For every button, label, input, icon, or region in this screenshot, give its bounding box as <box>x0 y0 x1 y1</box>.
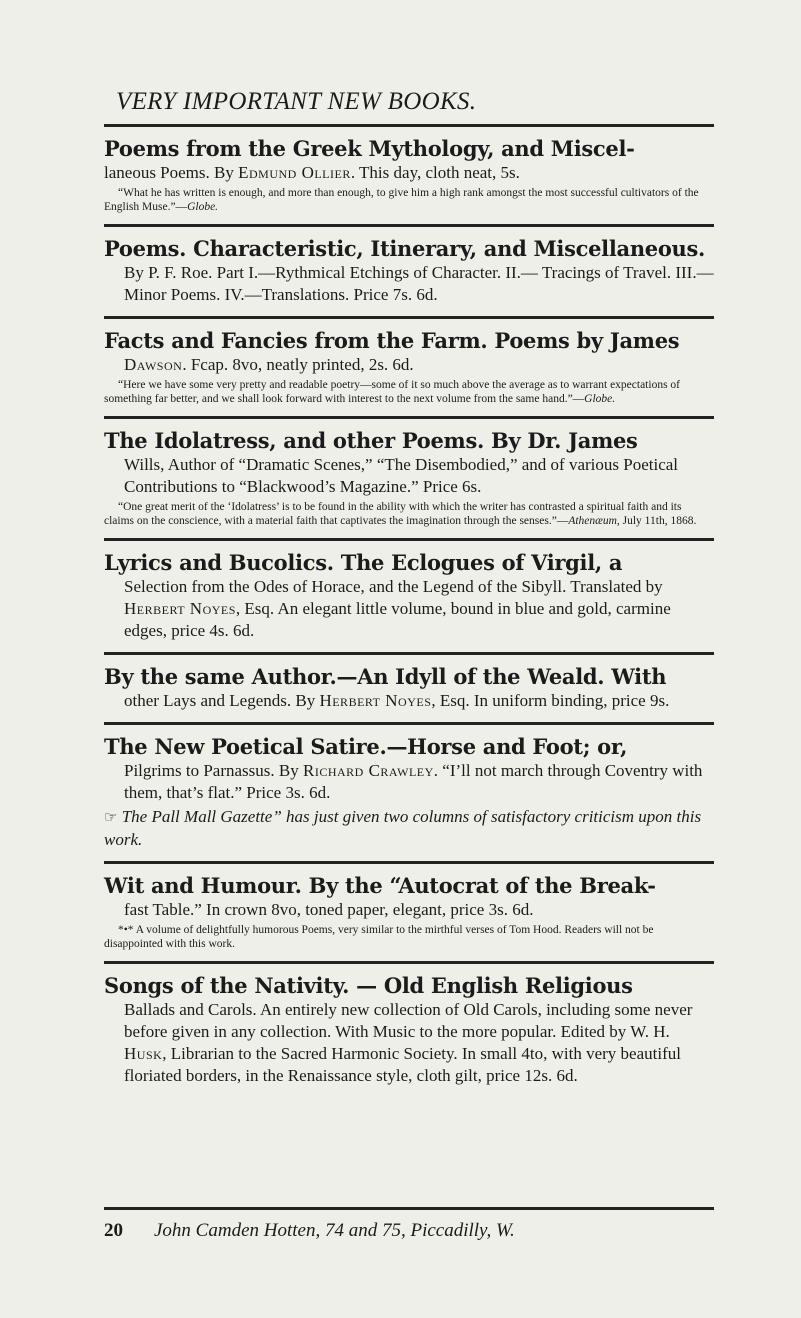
entry-body: other Lays and Legends. By Herbert Noyes, Esq. In uniform binding, price 9s. <box>124 691 670 710</box>
book-entry <box>104 416 714 538</box>
entry-title: The New Poetical Satire.—Horse and Foot; or, <box>104 734 628 759</box>
entry-title: Poems from the Greek Mythology, and Miscel- <box>104 136 635 161</box>
review-quote: *•* A volume of delightfully humorous Poems, very similar to the mirthful verses of Tom Hood. Readers will not be disappointed with this work. <box>104 924 654 950</box>
entry-title: The Idolatress, and other Poems. By Dr. James <box>104 428 638 453</box>
entry-title: Poems. Characteristic, Itinerary, and Miscellaneous. <box>104 236 706 261</box>
entry-title: Lyrics and Bucolics. The Eclogues of Virgil, a <box>104 550 623 575</box>
author-name: Herbert Noyes <box>124 599 236 618</box>
pointing-hand-icon: ☞ <box>104 810 118 826</box>
press-note: ☞ The Pall Mall Gazette” has just given two columns of satisfactory criticism upon this work. <box>104 807 702 849</box>
entry-body: fast Table.” In crown 8vo, toned paper, elegant, price 3s. 6d. <box>124 900 534 919</box>
book-entry <box>104 722 714 861</box>
author-name: Edmund Ollier <box>238 163 351 182</box>
author-name: Herbert Noyes <box>319 691 432 710</box>
book-entry <box>104 538 714 652</box>
entry-title: Facts and Fancies from the Farm. Poems by James <box>104 328 680 353</box>
entry-title: By the same Author.—An Idyll of the Weald. With <box>104 664 667 689</box>
catalogue-page <box>104 88 714 1097</box>
review-quote: “One great merit of the ‘Idolatress’ is to be found in the ability with which the writer has contrasted a spiritual faith and its claims on the conscience, with a material faith that captivates the imagination through the senses.”—Athenæum, July 11th, 1868. <box>104 501 697 527</box>
book-entry <box>104 224 714 316</box>
page-footer <box>104 1207 714 1242</box>
page-number: 20 <box>104 1220 123 1241</box>
entry-body: laneous Poems. By Edmund Ollier. This day, cloth neat, 5s. <box>104 163 520 182</box>
book-entry <box>104 652 714 722</box>
author-name: Husk <box>124 1044 163 1063</box>
book-entry <box>104 961 714 1097</box>
entry-title: Songs of the Nativity. — Old English Religious <box>104 973 633 998</box>
author-name: Richard Crawley <box>303 761 434 780</box>
review-quote: “Here we have some very pretty and readable poetry—some of it so much above the average as to warrant expectations of something far better, and we shall look forward with interest to the next volume from the same hand.”—Globe. <box>104 379 680 405</box>
entry-body: By P. F. Roe. Part I.—Rythmical Etchings of Character. II.— Tracings of Travel. III.—Minor Poems. IV.—Translations. Price 7s. 6d. <box>124 263 714 304</box>
entry-body: Dawson. Fcap. 8vo, neatly printed, 2s. 6d. <box>124 355 414 374</box>
page-header: VERY IMPORTANT NEW BOOKS. <box>116 88 477 115</box>
entry-title: Wit and Humour. By the “Autocrat of the Break- <box>104 873 656 898</box>
entry-body: Wills, Author of “Dramatic Scenes,” “The Disembodied,” and of various Poetical Contributions to “Blackwood’s Magazine.” Price 6s. <box>124 455 679 496</box>
entry-body: Selection from the Odes of Horace, and the Legend of the Sibyll. Translated by Herbert Noyes, Esq. An elegant little volume, bound in blue and gold, carmine edges, price 4s. 6d. <box>124 577 671 640</box>
book-entry <box>104 124 714 224</box>
book-entry <box>104 861 714 961</box>
entry-body: Pilgrims to Parnassus. By Richard Crawley. “I’ll not march through Coventry with them, that’s flat.” Price 3s. 6d. <box>124 761 703 802</box>
review-quote: “What he has written is enough, and more than enough, to give him a high rank amongst the most successful cultivators of the English Muse.”—Globe. <box>104 187 699 213</box>
publisher-address: John Camden Hotten, 74 and 75, Piccadilly, W. <box>154 1220 515 1241</box>
author-name: Dawson <box>124 355 183 374</box>
entry-body: Ballads and Carols. An entirely new collection of Old Carols, including some never before given in any collection. With Music to the more popular. Edited by W. H. Husk, Librarian to the Sacred Harmonic Society. In small 4to, with very beautiful floriated borders, in the Renaissance style, cloth gilt, price 12s. 6d. <box>124 1000 693 1085</box>
book-entry <box>104 316 714 416</box>
